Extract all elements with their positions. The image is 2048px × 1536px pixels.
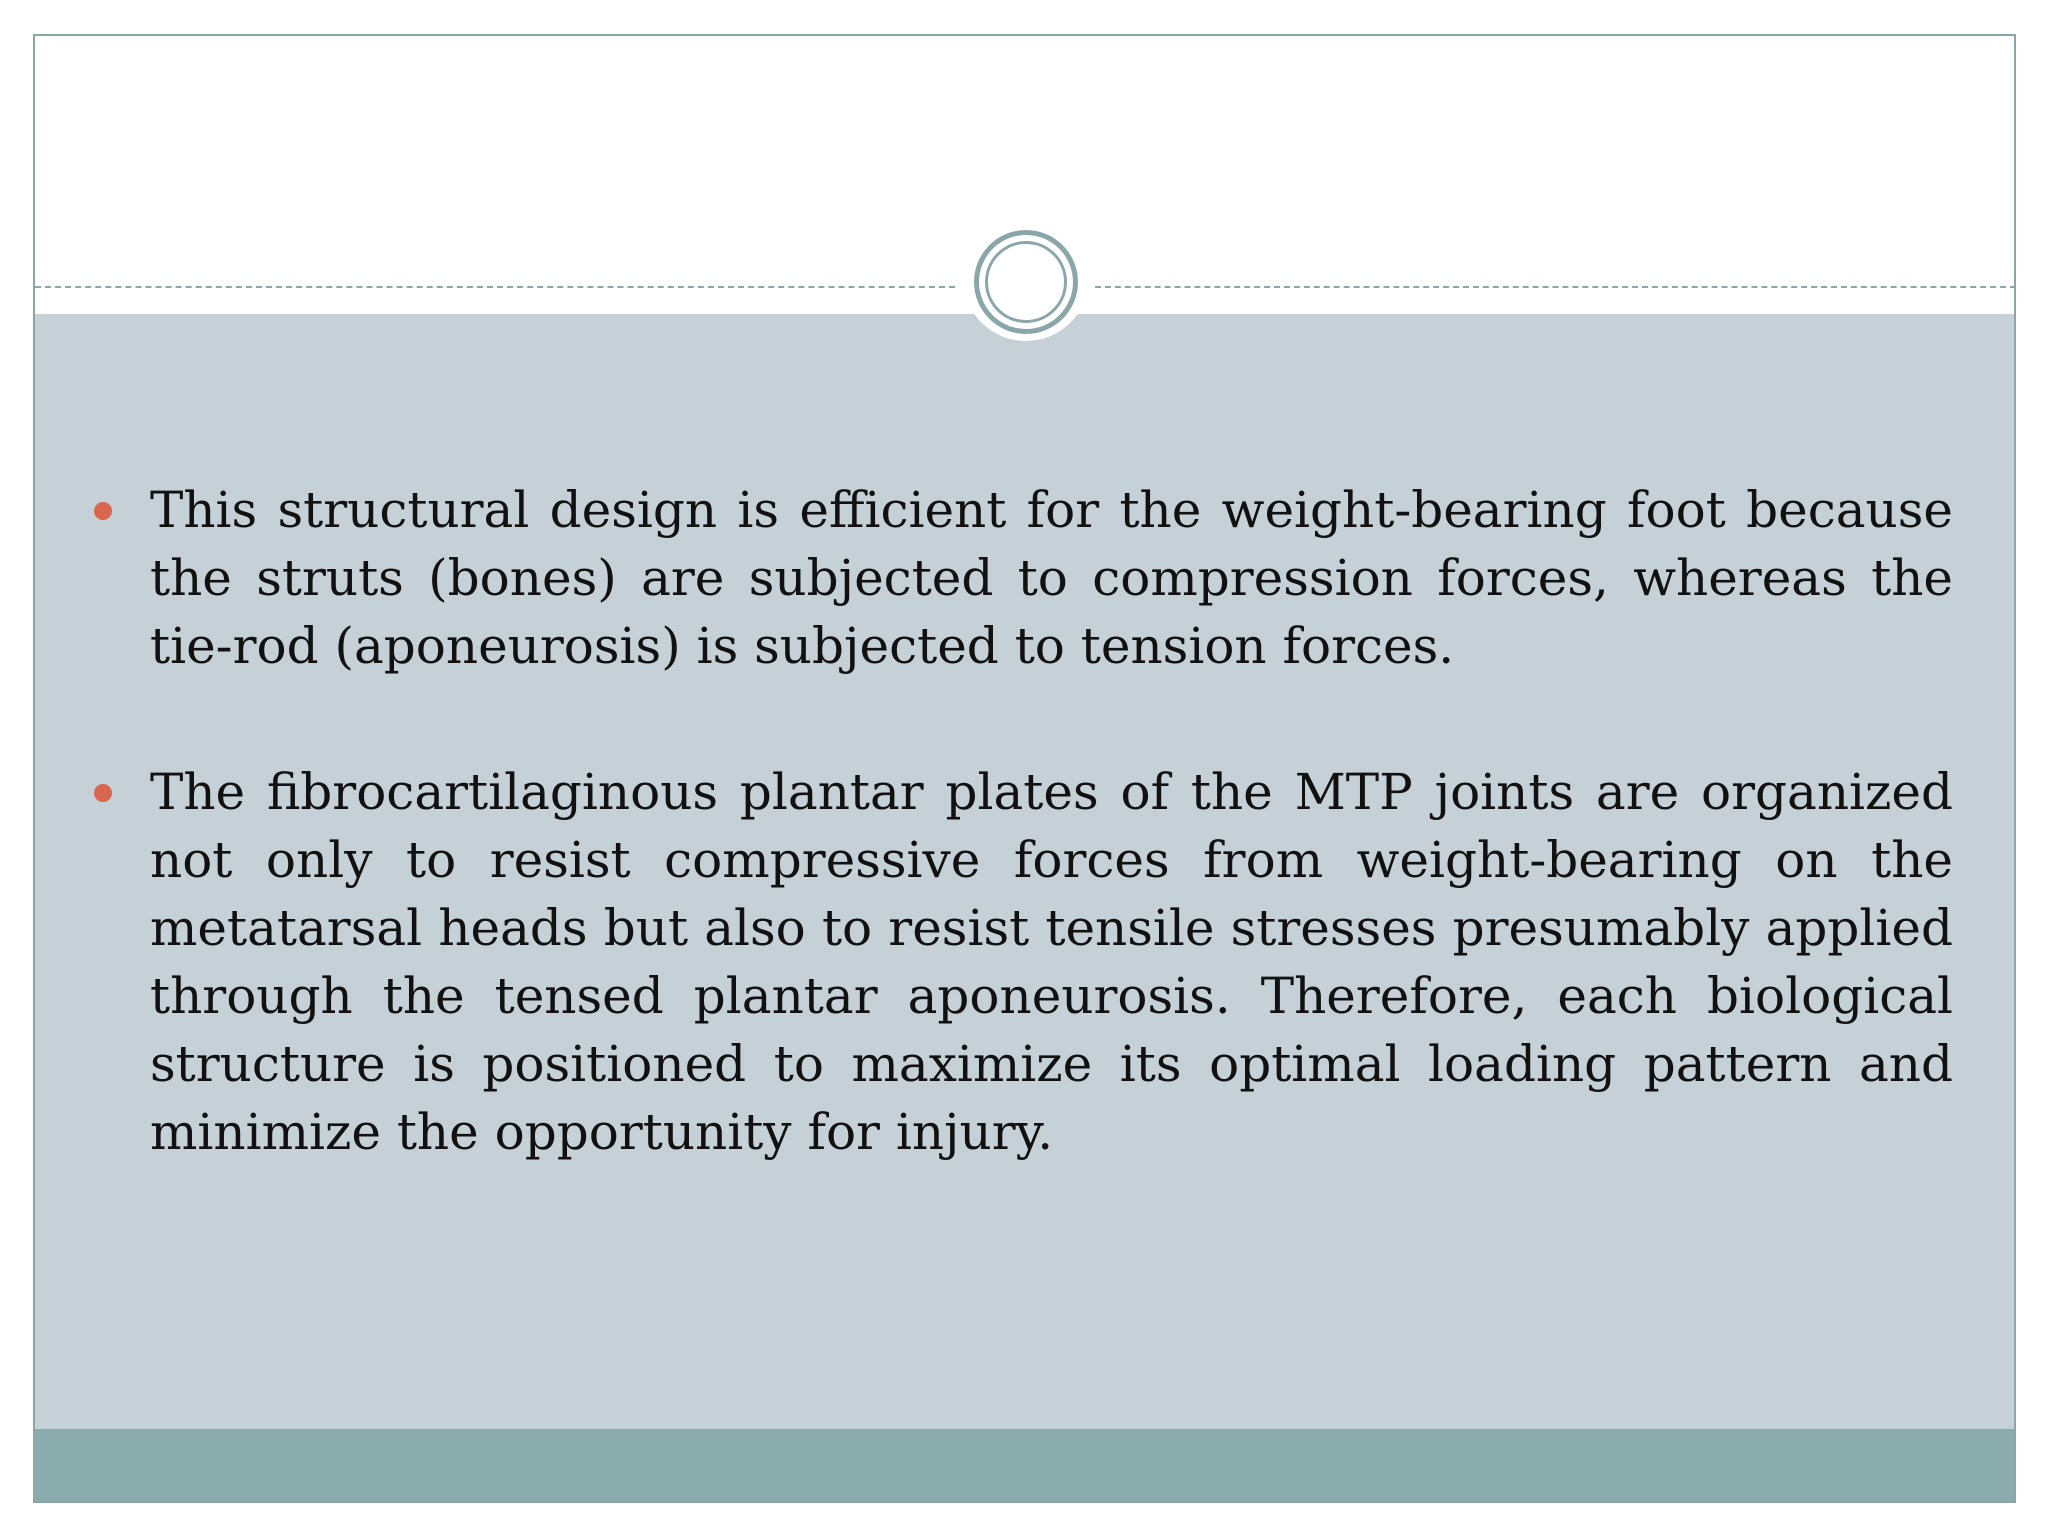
header-divider-right (1095, 286, 2016, 288)
bullet-list (35, 476, 2014, 1244)
circle-ring-inner (985, 241, 1067, 323)
bullet-item (35, 476, 2014, 680)
bullet-text: The fibrocartilaginous plantar plates of the MTP joints are organized not only to resist compressive forces from weight-bearing on the metatarsal heads but also to resist tensile stresses presumably applied through the tensed plantar aponeurosis. Therefore, each biological structure is positioned to maximize its optimal loading pattern and minimize the opportunity for injury. (150, 763, 1953, 1161)
bullet-dot-icon (94, 784, 112, 802)
bullet-text: This structural design is efficient for the weight-bearing foot because the struts (bones) are subjected to compression forces, whereas the tie-rod (aponeurosis) is subjected to tension forces. (150, 481, 1953, 675)
slide (33, 34, 2016, 1503)
bullet-item (35, 758, 2014, 1166)
bullet-dot-icon (94, 502, 112, 520)
circle-ring-icon (974, 230, 1078, 334)
footer-band (35, 1429, 2014, 1501)
header-divider-left (35, 286, 955, 288)
